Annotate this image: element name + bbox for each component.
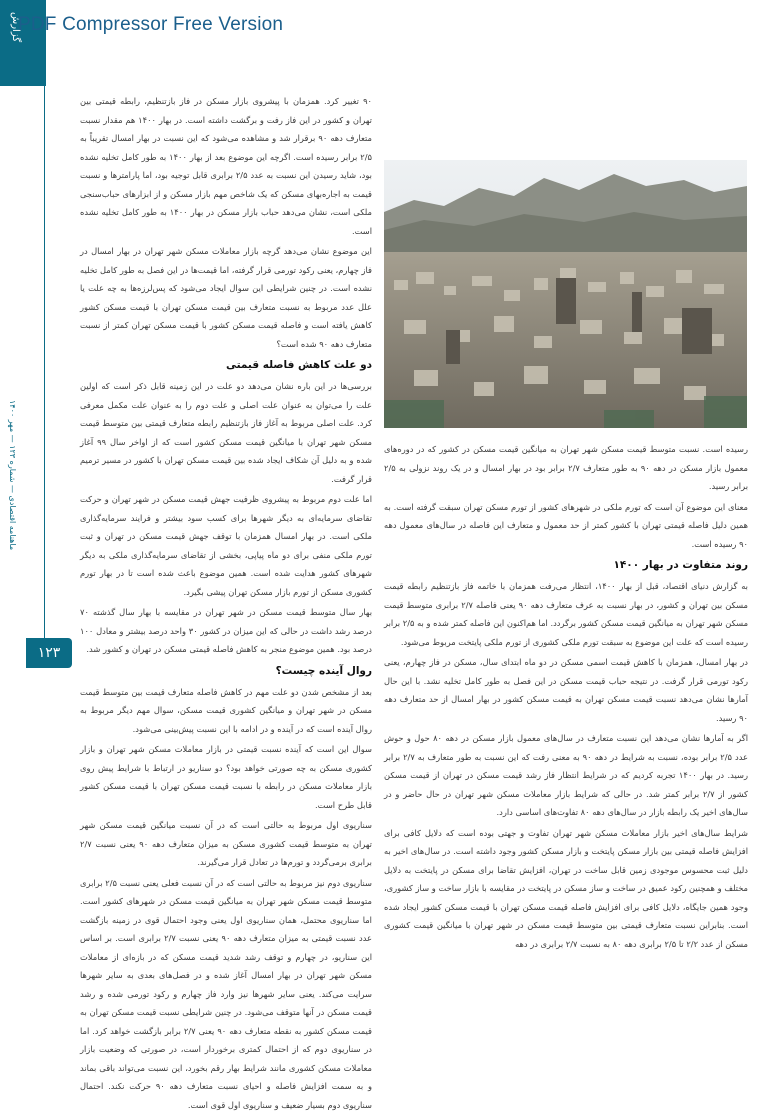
left-heading-2: روال آینده چیست؟: [80, 661, 372, 681]
watermark-text: PDF Compressor Free Version: [18, 14, 283, 36]
left-paragraph-6: بعد از مشخص شدن دو علت مهم در کاهش فاصله متعارف قیمت بین متوسط قیمت مسکن در شهر تهران و میانگین کشوری قیمت مسکن، سوال مهم دیگر مربوط به روال آینده است که در آینده و در ادامه با این نسبت پیش‌بینی می‌شود.: [80, 683, 372, 739]
left-column: [80, 92, 372, 972]
right-paragraph-1: رسیده است. نسبت متوسط قیمت مسکن شهر تهران به میانگین قیمت مسکن در کشور که در دوره‌های معمول بازار مسکن در دهه ۹۰ به طور متعارف ۲/۷ برابر بود در بهار امسال و در یک روند نزولی به ۲/۵ برابر رسید.: [384, 440, 748, 496]
left-paragraph-1: ۹۰ تغییر کرد. همزمان با پیشروی بازار مسکن در فاز بازتنظیم، رابطه قیمتی بین تهران و کشور در این فاز رفت و برگشت داشته است. در بهار ۱۴۰۰ هم مقدار نسبت متعارف دهه ۹۰ برقرار شد و مشاهده می‌شود که این نسبت در بهار امسال تقریباً به ۲/۵ برابر رسیده است. اگرچه این موضوع بعد از بهار ۱۴۰۰ به طور کامل تخلیه نشده بود، شاید رسیدن این نسبت به عدد ۲/۵ برابری قابل توجیه بود، اما پارامترها و نسبت قیمت به اجاره‌بهای مسکن که یک شاخص مهم بازار مسکن و از ابزارهای حباب‌سنجی ملکی است، نشان می‌دهد حباب بازار مسکن در بهار ۱۴۰۰ به طور کامل تخلیه نشده است.: [80, 92, 372, 240]
section-tag-label: گزارش: [10, 12, 21, 42]
left-paragraph-9: سناریوی دوم نیز مربوط به حالتی است که در آن نسبت فعلی یعنی نسبت ۲/۵ برابری متوسط قیمت مسکن شهر تهران به میانگین قیمت مسکن در شهرهای کشور است. اما سناریوی محتمل، همان سناریوی اول یعنی وجود احتمال قوی در زمینه بازگشت عدد نسبت قیمتی به میزان متعارف دهه ۹۰ یعنی نسبت ۲/۷ برابری است. بر اساس این سناریو، در چهارم و توقف رشد شدید قیمت مسکن که در بازه‌ای از معاملات مسکن شهر تهران در بهار امسال آغاز شده و در فصل‌های بعدی به سایر شهرها سرایت می‌کند. یعنی سایر شهرها نیز وارد فاز چهارم و رکود تورمی شده و رشد قیمت مسکن در آنها متوقف می‌شود. در چنین شرایطی نسبت قیمت مسکن تهران به قیمت مسکن کشور به نقطه متعارف دهه ۹۰ یعنی ۲/۷ برابر بازگشت خواهد کرد. اما در سناریوی دوم که از احتمال کمتری برخوردار است، در صورتی که وضعیت بازار معاملات مسکن کشوری مانند شرایط بهار رقم بخورد، این نسبت می‌تواند باقی بماند و به سمت افزایش فاصله و احیای نسبت متعارف دهه ۹۰ حرکت نکند. احتمال سناریوی دوم بسیار ضعیف و سناریوی اول قوی است.: [80, 874, 372, 1114]
left-paragraph-2: این موضوع نشان می‌دهد گرچه بازار معاملات مسکن شهر تهران در بهار امسال در فاز چهارم، یعنی رکود تورمی قرار گرفته، اما قیمت‌ها در این فصل به طور کامل تخلیه نشده است. در چنین شرایطی این سوال ایجاد می‌شود که پس‌لرزه‌ها به چه علت یا علل عدد مربوط به نسبت متعارف بین قیمت مسکن تهران با قیمت مسکن کشور کاهش یافته است و فاصله قیمت مسکن کشور با قیمت مسکن تهران کمتر از نسبت متعارف دهه ۹۰ شده است؟: [80, 242, 372, 353]
right-paragraph-3: به گزارش دنیای اقتصاد، قبل از بهار ۱۴۰۰، انتظار می‌رفت همزمان با خاتمه فاز بازتنظیم رابطه قیمت مسکن بین تهران و کشور، در بهار نسبت به عرف متعارف دهه ۹۰ یعنی فاصله ۲/۷ برابری متوسط قیمت مسکن شهر تهران به میانگین قیمت مسکن کشور برگردد. اما هم‌اکنون این فاصله کمتر شده و به ۲/۵ برابر رسیده است که علت این موضوع به سبقت تورم ملکی کشوری از تورم ملکی پایتخت مربوط می‌شود.: [384, 577, 748, 651]
right-paragraph-4: در بهار امسال، همزمان با کاهش قیمت اسمی مسکن در دو ماه ابتدای سال، مسکن در فاز چهارم، یعنی رکود تورمی قرار گرفت. در نتیجه حباب قیمت مسکن در این فصل به طور کامل تخلیه نشد. با این حال آمارها نشان می‌دهد نسبت قیمت مسکن تهران به قیمت مسکن کشور در بهار امسال از حد متعارف دهه ۹۰ رسید.: [384, 653, 748, 727]
left-paragraph-4: اما علت دوم مربوط به پیشروی ظرفیت جهش قیمت مسکن در شهر تهران و حرکت تقاضای سرمایه‌ای به دیگر شهرها برای کسب سود بیشتر و فرایند سرمایه‌گذاری ملکی است. در بهار امسال همزمان با توقف جهش قیمت مسکن در تهران و ثبت تورم ملکی منفی برای دو ماه پیاپی، بخشی از تقاضای سرمایه‌گذاری ملکی به دیگر شهرهای کشور هدایت شده است. همین موضوع باعث شده است تا در بهار تورم کشوری مسکن از تورم بازار مسکن تهران پیشی بگیرد.: [80, 490, 372, 601]
right-paragraph-6: شرایط سال‌های اخیر بازار معاملات مسکن شهر تهران تفاوت و جهتی بوده است که دلایل کافی برای افزایش فاصله قیمتی بین بازار مسکن پایتخت و بازار مسکن کشور وجود داشته است. در سال‌های اخیر به دلیل ثبت محسوس موجودی زمین قابل ساخت در تهران، افزایش تقاضا برای مسکن در پایتخت به دلایل مختلف و همچنین رکود عمیق در ساخت و ساز مسکن در پایتخت در مقایسه با بازار ساخت و ساز کشوری، وجود همین جایگاه، دلایل کافی برای افزایش فاصله قیمت مسکن تهران با قیمت مسکن کشور ایجاد شده است. بنابراین نسبت متعارف قیمتی بین متوسط قیمت مسکن در شهر تهران با میانگین قیمت کشوری مسکن از عدد ۲/۲ تا ۲/۵ برابری دهه ۸۰ به نسبت ۲/۷ برابری در دهه: [384, 824, 748, 954]
right-heading-1: روند متفاوت در بهار ۱۴۰۰: [384, 555, 748, 575]
city-photo: [384, 160, 747, 428]
page-number: ۱۲۳: [26, 638, 72, 668]
left-paragraph-8: سناریوی اول مربوط به حالتی است که در آن نسبت میانگین قیمت مسکن شهر تهران به متوسط قیمت کشوری مسکن به میزان متعارف دهه ۹۰ یعنی نسبت ۲/۷ برابری برمی‌گردد و تورم‌ها در تعادل قرار می‌گیرند.: [80, 816, 372, 872]
left-paragraph-7: سوال این است که آینده نسبت قیمتی در بازار معاملات مسکن شهر تهران و بازار کشوری مسکن به چه صورتی خواهد بود؟ دو سناریو در ارتباط با شرایط پیش روی بازار معاملات مسکن در رابطه با نسبت قیمت مسکن تهران با قیمت مسکن کشور قابل طرح است.: [80, 740, 372, 814]
section-tab: [0, 0, 46, 86]
tehran-skyline-image: [384, 160, 747, 428]
left-paragraph-5: بهار سال متوسط قیمت مسکن در شهر تهران در مقایسه با بهار سال گذشته ۷۰ درصد رشد داشت در حالی که این میزان در کشور ۳۰ واحد درصد بیشتر و معادل ۱۰۰ درصد بود. همین موضوع منجر به کاهش فاصله قیمتی مسکن در تهران و کشور شد.: [80, 603, 372, 659]
left-heading-1: دو علت کاهش فاصله قیمتی: [80, 355, 372, 375]
magazine-line: ماهنامه اقتصادی — شماره ۱۲۳ — مهر ۱۴۰۰: [8, 400, 17, 550]
right-paragraph-5: اگر به آمارها نشان می‌دهد این نسبت متعارف در سال‌های معمول بازار مسکن در دهه ۸۰ حول و حوش عدد ۲/۵ برابر بوده، نسبت به شرایط در دهه ۹۰ به معنی رفت که این نسبت به طور متعارف به ۲/۷ برابر رسید. در بهار ۱۴۰۰ تجربه کردیم که در شرایط انتظار فاز رشد قیمت مسکن در تهران از قیمت مسکن کشور از ۲/۷ برابر کمتر شد. در حالی که شرایط بازار معاملات مسکن شهر تهران در حال حاضر و در سال‌های اخیر یک رابطه بازار در سال‌های دهه ۸۰ تفاوت‌های اساسی دارد.: [384, 729, 748, 822]
margin-rule: [44, 86, 45, 666]
magazine-strip: [0, 400, 34, 640]
right-paragraph-2: معنای این موضوع آن است که تورم ملکی در شهرهای کشور از تورم مسکن تهران سبقت گرفته است. به همین دلیل فاصله قیمتی تهران با کشور کمتر از حد معمول و متعارف این فاصله در سال‌های معمول دهه ۹۰ رسیده است.: [384, 498, 748, 554]
left-paragraph-3: بررسی‌ها در این باره نشان می‌دهد دو علت در این زمینه قابل ذکر است که اولین علت را می‌توان به عنوان علت اصلی و علت دوم را به عنوان علت مکمل معرفی کرد. علت اصلی مربوط به آغاز فاز بازتنظیم رابطه متعارف قیمتی بین متوسط قیمت مسکن شهر تهران با میانگین قیمت مسکن کشور است که از اواخر سال ۹۹ آغاز شده و به دلیل آن شکاف ایجاد شده بین قیمت مسکن تهران با کشور در مسیر ترمیم قرار گرفت.: [80, 377, 372, 488]
right-column: [384, 440, 748, 980]
